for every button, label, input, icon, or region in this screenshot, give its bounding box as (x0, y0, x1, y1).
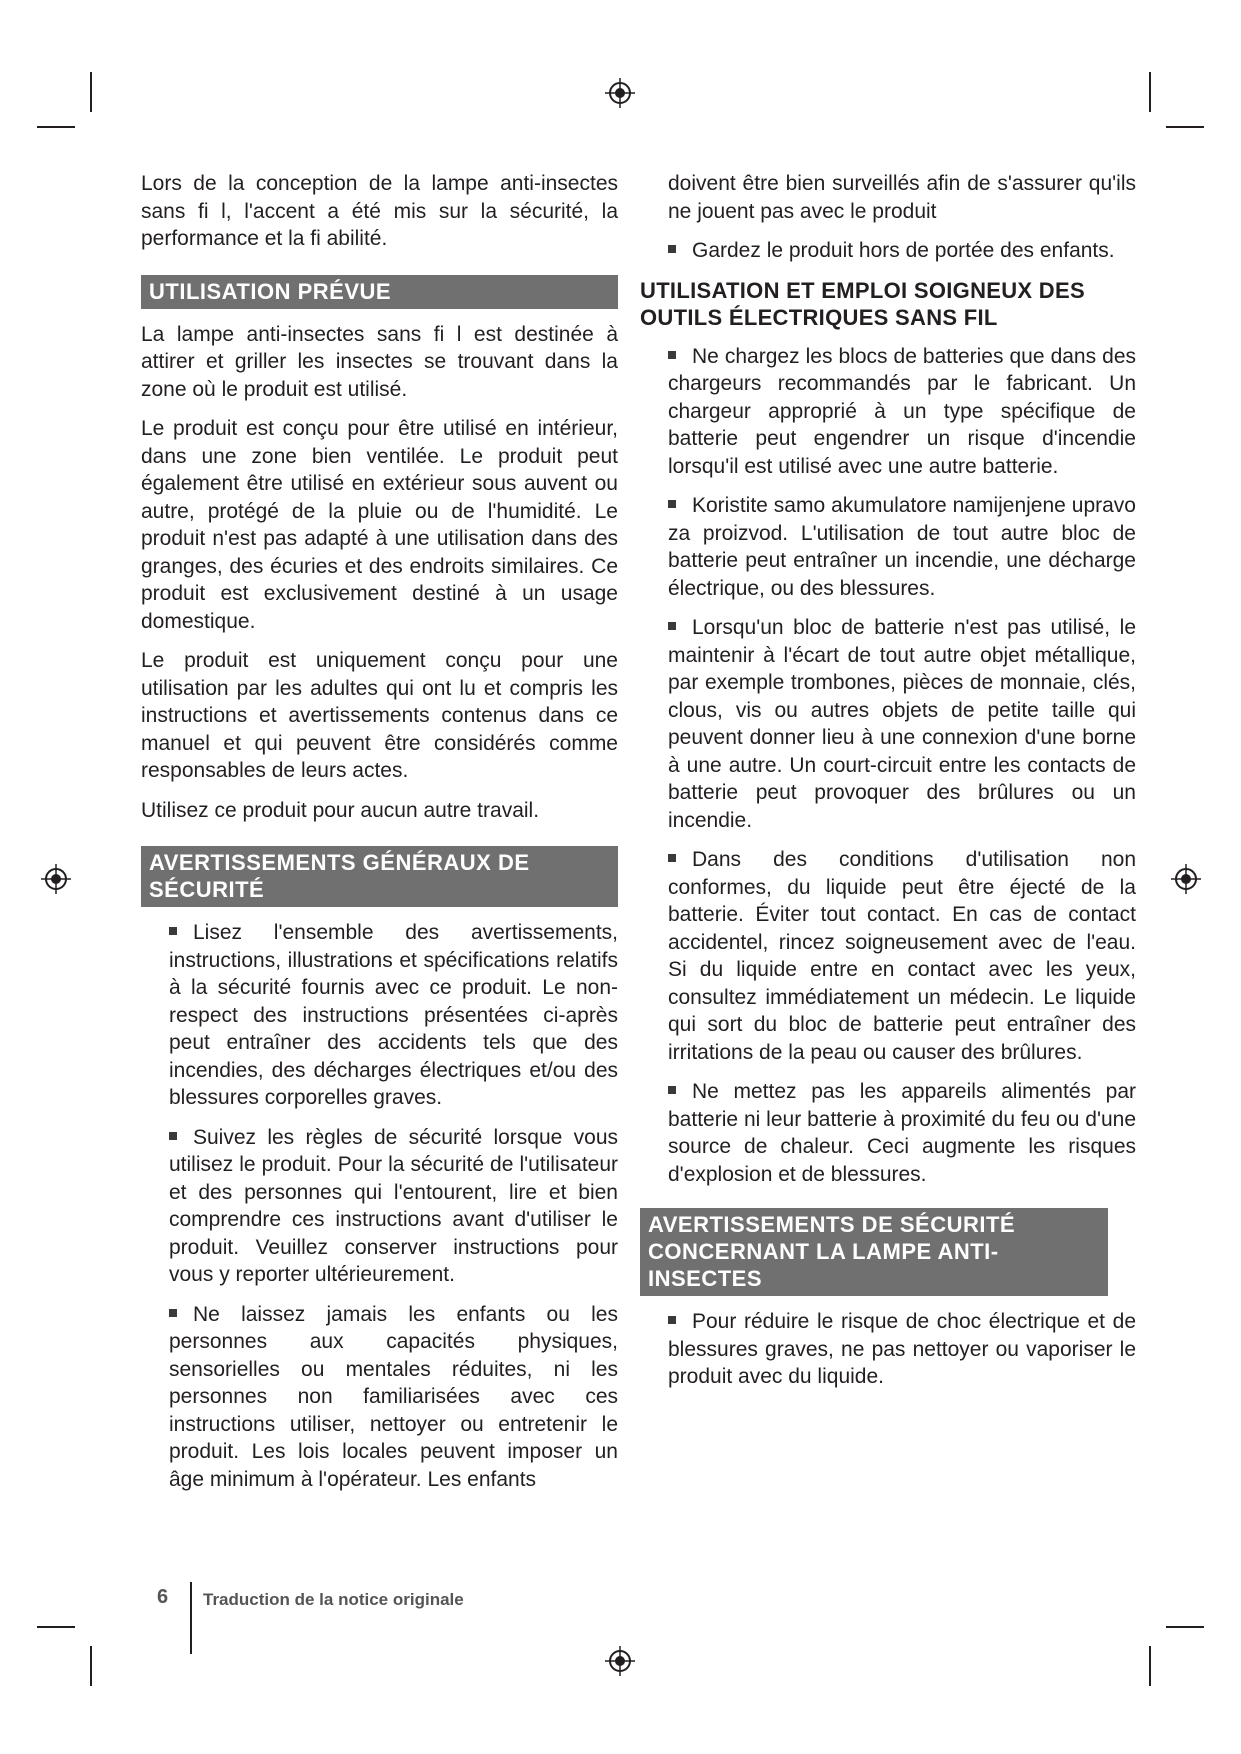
list-item-text: Dans des conditions d'utilisation non conformes, du liquide peut être éjecté de la batterie. Éviter tout contact. En cas de contact accidentel, rincez soigneusement avec de l'eau. Si du liquide entre en contact avec les yeux, consultez immédiatement un médecin. Le liquide qui sort du bloc de batterie peut entraîner des irritations de la peau ou causer des brûlures. (668, 848, 1136, 1064)
crop-mark (1166, 1626, 1204, 1628)
list-item (640, 492, 1136, 602)
crop-mark (1166, 126, 1204, 128)
right-column (640, 170, 1136, 1403)
footer-divider (190, 1582, 192, 1654)
footer-text: Traduction de la notice originale (203, 1590, 464, 1609)
registration-mark-icon (605, 1646, 635, 1676)
bullet-icon (668, 854, 676, 862)
continuation-paragraph: doivent être bien surveillés afin de s'assurer qu'ils ne jouent pas avec le produit (668, 172, 1136, 223)
bullet-icon (169, 1132, 177, 1140)
list-item-text: Suivez les règles de sécurité lorsque vous utilisez le produit. Pour la sécurité de l'utilisateur et des personnes qui l'entourent, lire et bien comprendre ces instructions avant d'utiliser le produit. Veuillez conserver instructions pour vous y reporter ultérieurement. (169, 1125, 618, 1286)
list-item-text: Lorsqu'un bloc de batterie n'est pas utilisé, le maintenir à l'écart de tout autre objet métallique, par exemple trombones, pièces de monnaie, clés, clous, vis ou autres objets de petite taille qui peuvent donner lieu à une connexion d'une borne à une autre. Un court-circuit entre les contacts de batterie peut provoquer des brûlures ou un incendie. (668, 616, 1136, 832)
bullet-icon (169, 1309, 177, 1317)
list-item (141, 919, 618, 1112)
list-item-text: Ne chargez les blocs de batteries que dans des chargeurs recommandés par le fabricant. Un chargeur approprié à un type spécifique de batterie peut engendrer un risque d'incendie lorsqu'il est utilisé avec une autre batterie. (668, 344, 1136, 478)
utilisation-paragraph: Le produit est uniquement conçu pour une utilisation par les adultes qui ont lu et compris les instructions et avertissements contenus dans ce manuel et qui peuvent être considérés comme responsables de leurs actes. (141, 649, 618, 782)
list-item-text: Gardez le produit hors de portée des enfants. (692, 239, 1115, 262)
crop-mark (1149, 1646, 1151, 1686)
bullet-icon (169, 927, 177, 935)
page-number: 6 (157, 1586, 169, 1608)
list-item (640, 1308, 1136, 1391)
utilisation-paragraph: Utilisez ce produit pour aucun autre travail. (141, 798, 540, 822)
registration-mark-icon (1171, 864, 1201, 894)
list-item (141, 1124, 618, 1289)
list-item-text: Koristite samo akumulatore namijenjene upravo za proizvod. L'utilisation de tout autre bloc de batterie peut entraîner un incendie, une décharge électrique, ou des blessures. (668, 494, 1136, 600)
registration-mark-icon (41, 864, 71, 894)
list-item-text: Ne laissez jamais les enfants ou les personnes aux capacités physiques, sensorielles ou mentales réduites, ni les personnes non familiarisées avec ces instructions utiliser, nettoyer ou entretenir le produit. Les lois locales peuvent imposer un âge minimum à l'opérateur. Les enfants (169, 1302, 618, 1491)
left-column (141, 170, 618, 1505)
intro-paragraph: Lors de la conception de la lampe anti-insectes sans fi l, l'accent a été mis sur la sécurité, la performance et la fi abilité. (141, 172, 618, 250)
list-item (640, 846, 1136, 1066)
list-item (640, 343, 1136, 481)
crop-mark (90, 72, 92, 112)
utilisation-paragraph: Le produit est conçu pour être utilisé en intérieur, dans une zone bien ventilée. Le produit peut également être utilisé en extérieur sous auvent ou autre, protégé de la pluie ou de l'humidité. Le produit n'est pas adapté à une utilisation dans des granges, des écuries et des endroits similaires. Ce produit est exclusivement destiné à un usage domestique. (141, 417, 618, 633)
crop-mark (1149, 72, 1151, 112)
crop-mark (90, 1646, 92, 1686)
utilisation-paragraph: La lampe anti-insectes sans fi l est destinée à attirer et griller les insectes se trouvant dans la zone où le produit est utilisé. (141, 322, 618, 401)
section-title-generaux: AVERTISSEMENTS GÉNÉRAUX DE SÉCURITÉ (141, 846, 618, 907)
list-item (141, 1301, 618, 1494)
bullet-icon (668, 245, 676, 253)
crop-mark (37, 1626, 75, 1628)
list-item (640, 237, 1136, 265)
bullet-icon (668, 1316, 676, 1324)
list-item-text: Ne mettez pas les appareils alimentés par batterie ni leur batterie à proximité du feu ou d'une source de chaleur. Ceci augmente les risques d'explosion et de blessures. (668, 1080, 1136, 1186)
section-title-lampe: AVERTISSEMENTS DE SÉCURITÉ CONCERNANT LA LAMPE ANTI-INSECTES (640, 1208, 1108, 1296)
crop-mark (37, 126, 75, 128)
list-item-text: Pour réduire le risque de choc électrique et de blessures graves, ne pas nettoyer ou vaporiser le produit avec du liquide. (668, 1310, 1136, 1388)
bullet-icon (668, 500, 676, 508)
bullet-icon (668, 351, 676, 359)
registration-mark-icon (605, 78, 635, 108)
bullet-icon (668, 1086, 676, 1094)
section-title-utilisation: UTILISATION PRÉVUE (141, 275, 618, 309)
bullet-icon (668, 622, 676, 630)
list-item (640, 614, 1136, 834)
list-item-text: Lisez l'ensemble des avertissements, instructions, illustrations et spécifications relatifs à la sécurité fournis avec ce produit. Le non-respect des instructions présentées ci-après peut entraîner des accidents tels que des incendies, des décharges électriques et/ou des blessures corporelles graves. (169, 921, 618, 1109)
section-title-outils: UTILISATION ET EMPLOI SOIGNEUX DES OUTILS ÉLECTRIQUES SANS FIL (640, 277, 1085, 330)
list-item (640, 1078, 1136, 1188)
